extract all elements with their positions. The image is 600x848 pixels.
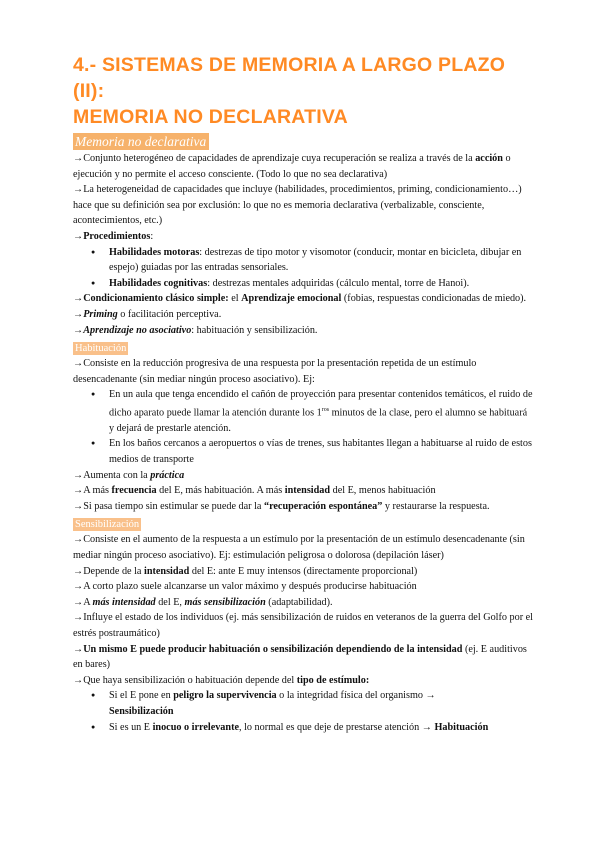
bullet-habilidades-motoras: ● Habilidades motoras: destrezas de tipo motor y visomotor (conducir, montar en bicicleta, dibujar en espejo) guiadas por las entradas sensoriales.: [73, 245, 533, 276]
sensibilizacion-bullet-1: ● Si el E pone en peligro la supervivencia o la integridad física del organismo → Sensibilización: [73, 688, 533, 719]
sensibilizacion-paragraph-6: →Un mismo E puede producir habituación o sensibilización dependiendo de la intensidad (ej. E auditivos en bares): [73, 643, 527, 671]
section-subheading: Memoria no declarativa: [73, 133, 209, 150]
procedimientos-heading: →Procedimientos:: [73, 230, 154, 242]
sensibilizacion-paragraph-1: →Consiste en el aumento de la respuesta a un estímulo por la presentación de un estímulo desencadenante (sin mediar ningún proceso asociativo). Ej: estimulación peligrosa o dolorosa (depilación láser): [73, 534, 525, 562]
sensibilizacion-paragraph-7: →Que haya sensibilización o habituación depende del tipo de estímulo:: [73, 674, 370, 686]
priming-paragraph: →Priming o facilitación perceptiva.: [73, 308, 222, 320]
habituacion-paragraph-2: →Aumenta con la práctica: [73, 469, 185, 481]
title-line-2: MEMORIA NO DECLARATIVA: [73, 106, 348, 128]
intro-paragraph-2: →La heterogeneidad de capacidades que incluye (habilidades, procedimientos, priming, condicionamiento…) hace que su definición sea por exclusión: lo que no es memoria declarativa (verbalizable, consciente, acontecimientos, etc.): [73, 184, 522, 227]
condicionamiento-paragraph: →Condicionamiento clásico simple: el Aprendizaje emocional (fobias, respuestas condicionadas de miedo).: [73, 293, 527, 305]
habituacion-paragraph-3: →A más frecuencia del E, más habituación. A más intensidad del E, menos habituación: [73, 485, 436, 497]
habituacion-paragraph-4: →Si pasa tiempo sin estimular se puede dar la “recuperación espontánea” y restaurarse la respuesta.: [73, 500, 490, 512]
bullet-habilidades-cognitivas: ● Habilidades cognitivas: destrezas mentales adquiridas (cálculo mental, torre de Hanoi).: [73, 276, 533, 292]
page-title: [73, 52, 533, 130]
habituacion-bullet-2: ● En los baños cercanos a aeropuertos o vías de trenes, sus habitantes llegan a habituarse al ruido de estos medios de transporte: [73, 436, 533, 467]
habituacion-tag: Habituación: [75, 343, 127, 355]
habituacion-bullet-1: ● En un aula que tenga encendido el cañón de proyección para presentar contenidos temáticos, el ruido de dicho aparato puede llamar la atención durante los $1^{ros}$ minutos de la clase, pero el alumno se habituará y dejará de prestarle atención.: [73, 387, 533, 436]
sensibilizacion-paragraph-3: →A corto plazo suele alcanzarse un valor máximo y después producirse habituación: [73, 581, 417, 593]
sensibilizacion-paragraph-2: →Depende de la intensidad del E: ante E muy intensos (directamente proporcional): [73, 565, 418, 577]
sensibilizacion-paragraph-4: →A más intensidad del E, más sensibilización (adaptabilidad).: [73, 596, 333, 608]
sensibilizacion-bullet-2: ● Si es un E inocuo o irrelevante, lo normal es que deje de prestarse atención → Habituación: [73, 720, 533, 736]
sensibilizacion-tag: Sensibilización: [75, 519, 140, 531]
no-asociativo-paragraph: →Aprendizaje no asociativo: habituación y sensibilización.: [73, 324, 318, 336]
title-line-1: 4.- SISTEMAS DE MEMORIA A LARGO PLAZO (II):: [73, 54, 506, 102]
document-page: [73, 52, 533, 735]
habituacion-paragraph-1: →Consiste en la reducción progresiva de una respuesta por la presentación repetida de un estímulo desencadenante (sin mediar ningún proceso asociativo). Ej:: [73, 358, 477, 385]
intro-paragraph-1: →Conjunto heterogéneo de capacidades de aprendizaje cuya recuperación se realiza a través de la acción o ejecución y no permite el acceso consciente. (Todo lo que no sea declarativa): [73, 153, 511, 180]
sensibilizacion-paragraph-5: →Influye el estado de los individuos (ej. más sensibilización de ruidos en veteranos de la guerra del Golfo por el estrés postraumático): [73, 612, 534, 640]
